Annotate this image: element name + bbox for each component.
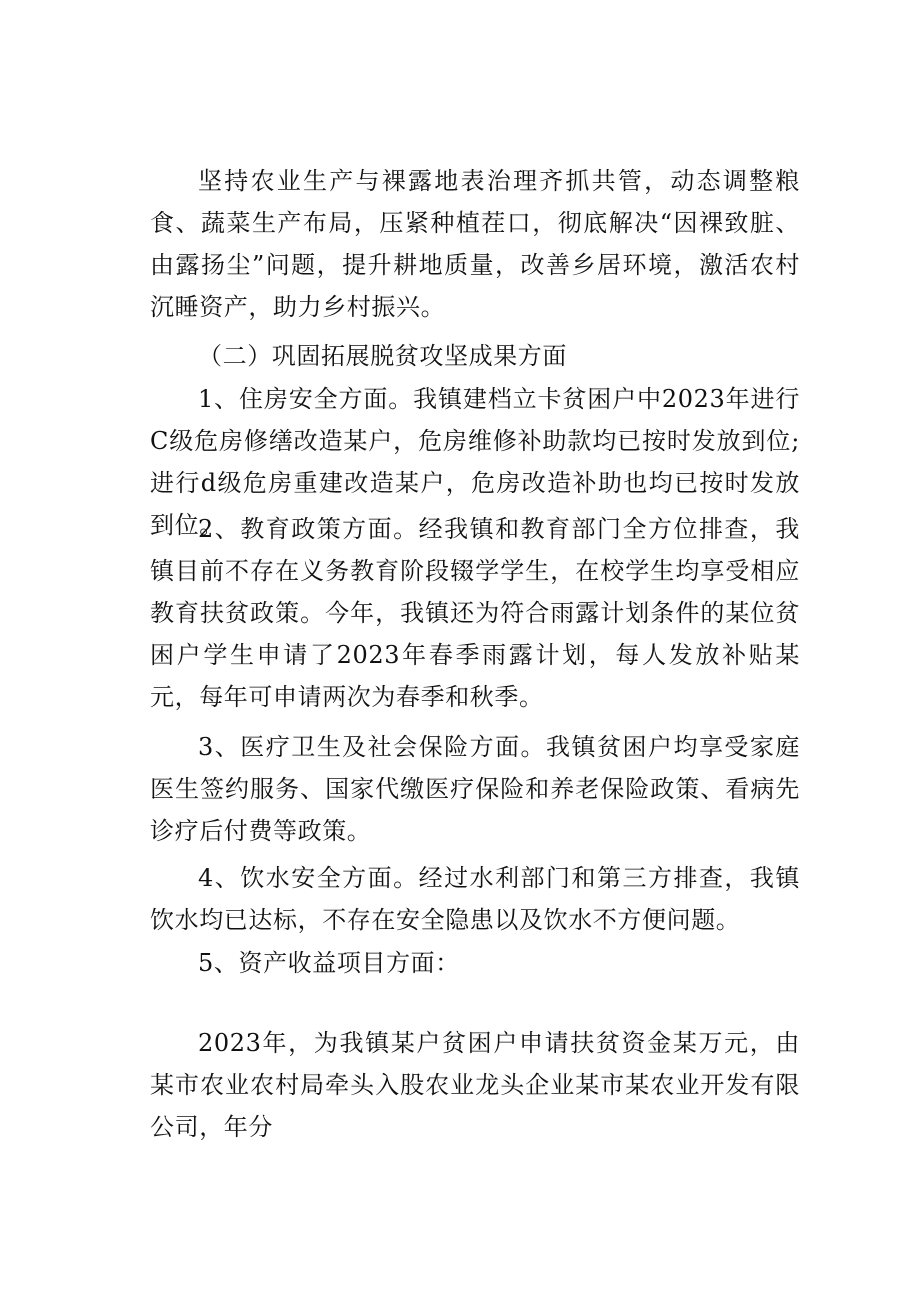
paragraph-asset-income-heading: 5、资产收益项目方面： [198,949,460,977]
paragraph-farmland-governance: 坚持农业生产与裸露地表治理齐抓共管，动态调整粮食、蔬菜生产布局，压紧种植茬口，彻底解决“因裸致脏、由露扬尘”问题，提升耕地质量，改善乡居环境，激活农村沉睡资产，助力乡村振兴。 [150,167,800,321]
paragraph-housing-safety: 1、住房安全方面。我镇建档立卡贫困户中2023年进行C级危房修缮改造某户，危房维修补助款均已按时发放到位;进行d级危房重建改造某户，危房改造补助也均已按时发放到位。 [150,385,800,539]
paragraph-asset-income-detail: 2023年，为我镇某户贫困户申请扶贫资金某万元，由某市农业农村局牵头入股农业龙头企业某市某农业开发有限公司，年分 [150,1029,800,1141]
paragraph-education-policy: 2、教育政策方面。经我镇和教育部门全方位排查，我镇目前不存在义务教育阶段辍学学生，在校学生均享受相应教育扶贫政策。今年，我镇还为符合雨露计划条件的某位贫困户学生申请了2023年春季雨露计划，每人发放补贴某元，每年可申请两次为春季和秋季。 [150,515,800,711]
section-heading-poverty-alleviation: （二）巩固拓展脱贫攻坚成果方面 [198,342,567,370]
paragraph-medical-insurance: 3、医疗卫生及社会保险方面。我镇贫困户均享受家庭医生签约服务、国家代缴医疗保险和养老保险政策、看病先诊疗后付费等政策。 [150,733,800,845]
paragraph-water-safety: 4、饮水安全方面。经过水利部门和第三方排查，我镇饮水均已达标，不存在安全隐患以及饮水不方便问题。 [150,864,800,934]
